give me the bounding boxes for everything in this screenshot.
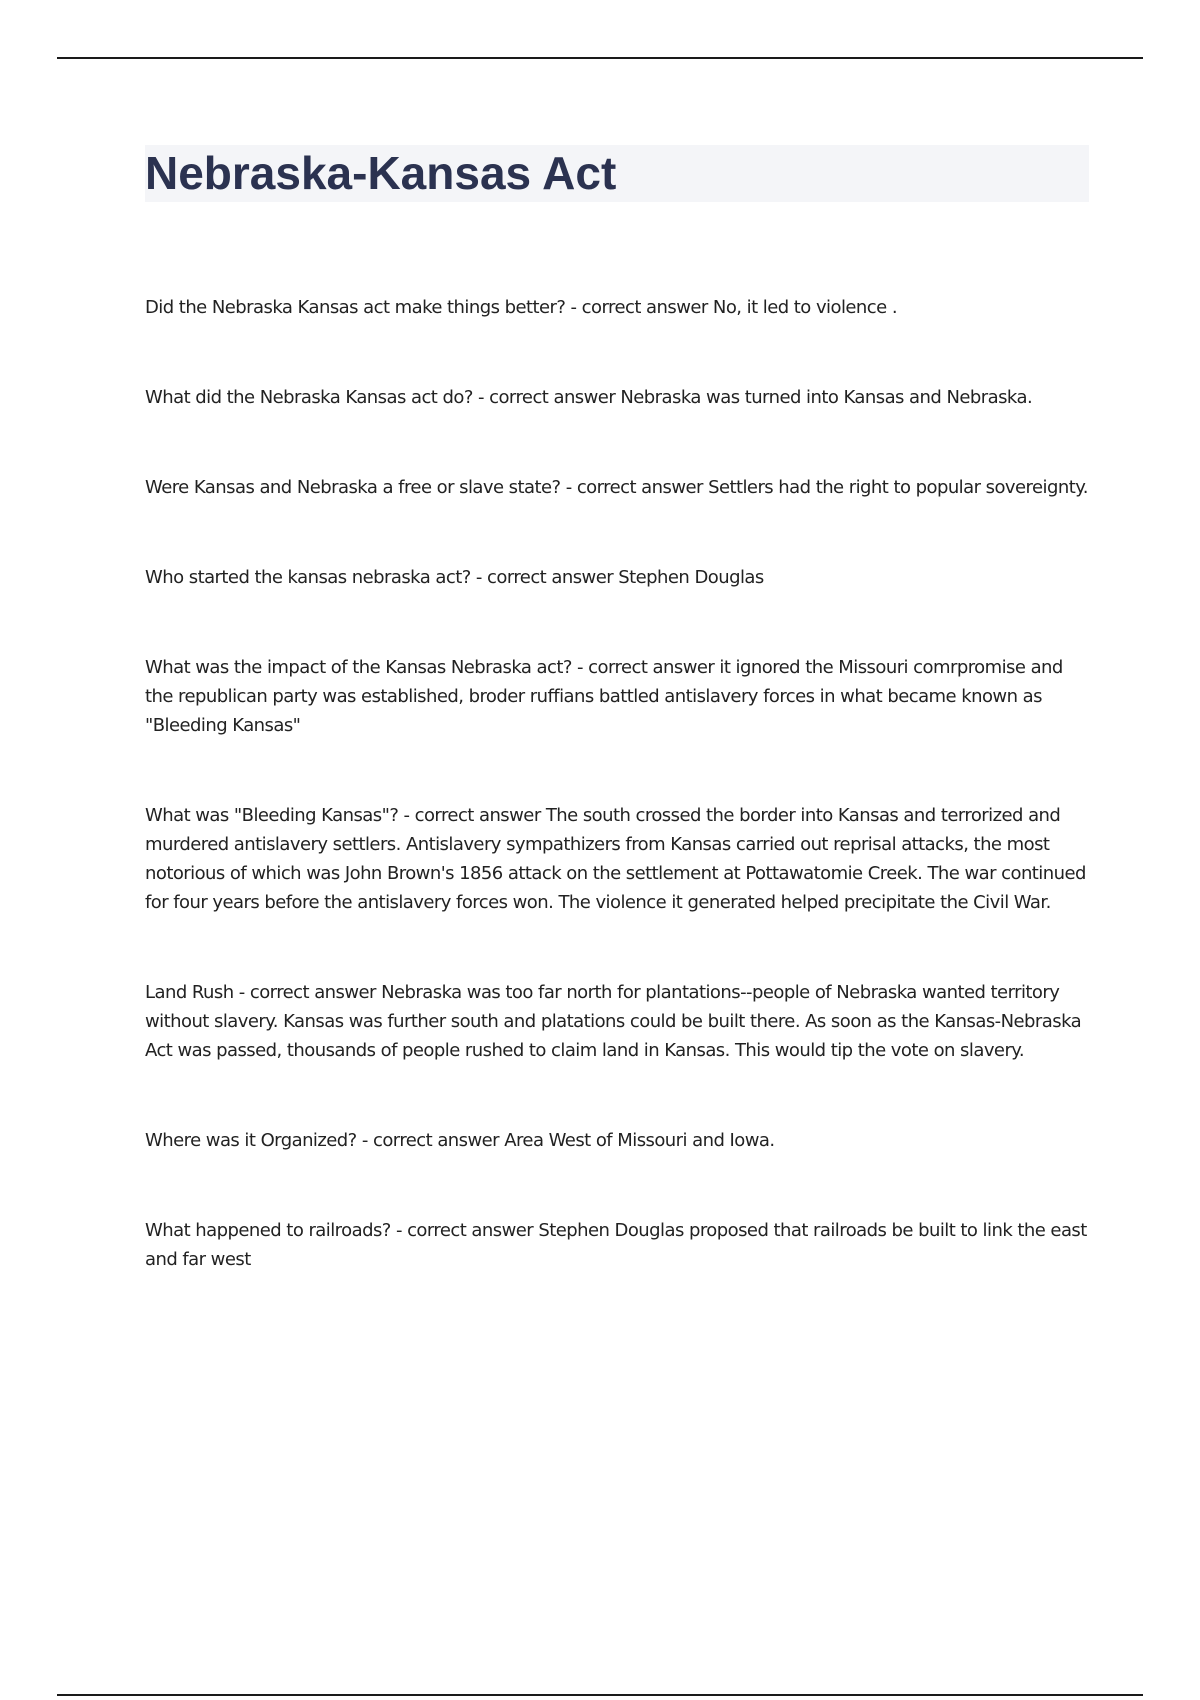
- answer-text: The south crossed the border into Kansas and terrorized and murdered antislavery settlers. Antislavery sympathizers from Kansas carried out reprisal attacks, the most notorious of which was John Brown's 1856 attack on the settlement at Pottawatomie Creek. The war continued for four years before the antislavery forces won. The violence it generated helped precipitate the Civil War.: [145, 805, 1086, 913]
- answer-text: Nebraska was turned into Kansas and Nebraska.: [620, 387, 1033, 408]
- question-text: What did the Nebraska Kansas act do?: [145, 387, 473, 408]
- answer-text: Area West of Missouri and Iowa.: [504, 1130, 775, 1151]
- question-text: Where was it Organized?: [145, 1130, 357, 1151]
- question-text: What was "Bleeding Kansas"?: [145, 805, 399, 826]
- answer-separator: - correct answer: [233, 982, 382, 1003]
- qa-item-7: [145, 978, 1090, 1065]
- qa-item-2: [145, 383, 1090, 412]
- answer-text: No, it led to violence .: [712, 297, 898, 318]
- answer-separator: - correct answer: [565, 297, 713, 318]
- answer-separator: - correct answer: [356, 1130, 505, 1151]
- bottom-divider: [57, 1694, 1143, 1696]
- answer-separator: - correct answer: [571, 657, 720, 678]
- answer-text: Stephen Douglas proposed that railroads be built to link the east and far west: [145, 1220, 1087, 1270]
- answer-separator: - correct answer: [472, 387, 621, 408]
- question-text: Did the Nebraska Kansas act make things better?: [145, 297, 566, 318]
- question-text: Who started the kansas nebraska act?: [145, 567, 471, 588]
- page-title: Nebraska-Kansas Act: [145, 147, 617, 199]
- answer-separator: - correct answer: [470, 567, 619, 588]
- answer-text: Settlers had the right to popular sovereignty.: [708, 477, 1088, 498]
- question-text: What happened to railroads?: [145, 1220, 391, 1241]
- answer-text: it ignored the Missouri comrpromise and the republican party was established, broder ruffians battled antislavery forces in what became known as "Bleeding Kansas": [145, 657, 1063, 736]
- question-text: Were Kansas and Nebraska a free or slave state?: [145, 477, 561, 498]
- answer-separator: - correct answer: [398, 805, 546, 826]
- answer-separator: - correct answer: [560, 477, 709, 498]
- qa-list: [145, 293, 1090, 1335]
- answer-text: Nebraska was too far north for plantations--people of Nebraska wanted territory without slavery. Kansas was further south and platations could be built there. As soon as the Kansas-Nebraska Act was passed, thousands of people rushed to claim land in Kansas. This would tip the vote on slavery.: [145, 982, 1082, 1061]
- qa-item-6: [145, 801, 1090, 917]
- qa-item-8: [145, 1126, 1090, 1155]
- qa-item-3: [145, 473, 1090, 502]
- qa-item-4: [145, 563, 1090, 592]
- top-divider: [57, 57, 1143, 59]
- question-text: What was the impact of the Kansas Nebraska act?: [145, 657, 572, 678]
- answer-separator: - correct answer: [390, 1220, 539, 1241]
- qa-item-9: [145, 1216, 1090, 1274]
- answer-text: Stephen Douglas: [618, 567, 764, 588]
- qa-item-5: [145, 653, 1090, 740]
- qa-item-1: [145, 293, 1090, 322]
- question-text: Land Rush: [145, 982, 234, 1003]
